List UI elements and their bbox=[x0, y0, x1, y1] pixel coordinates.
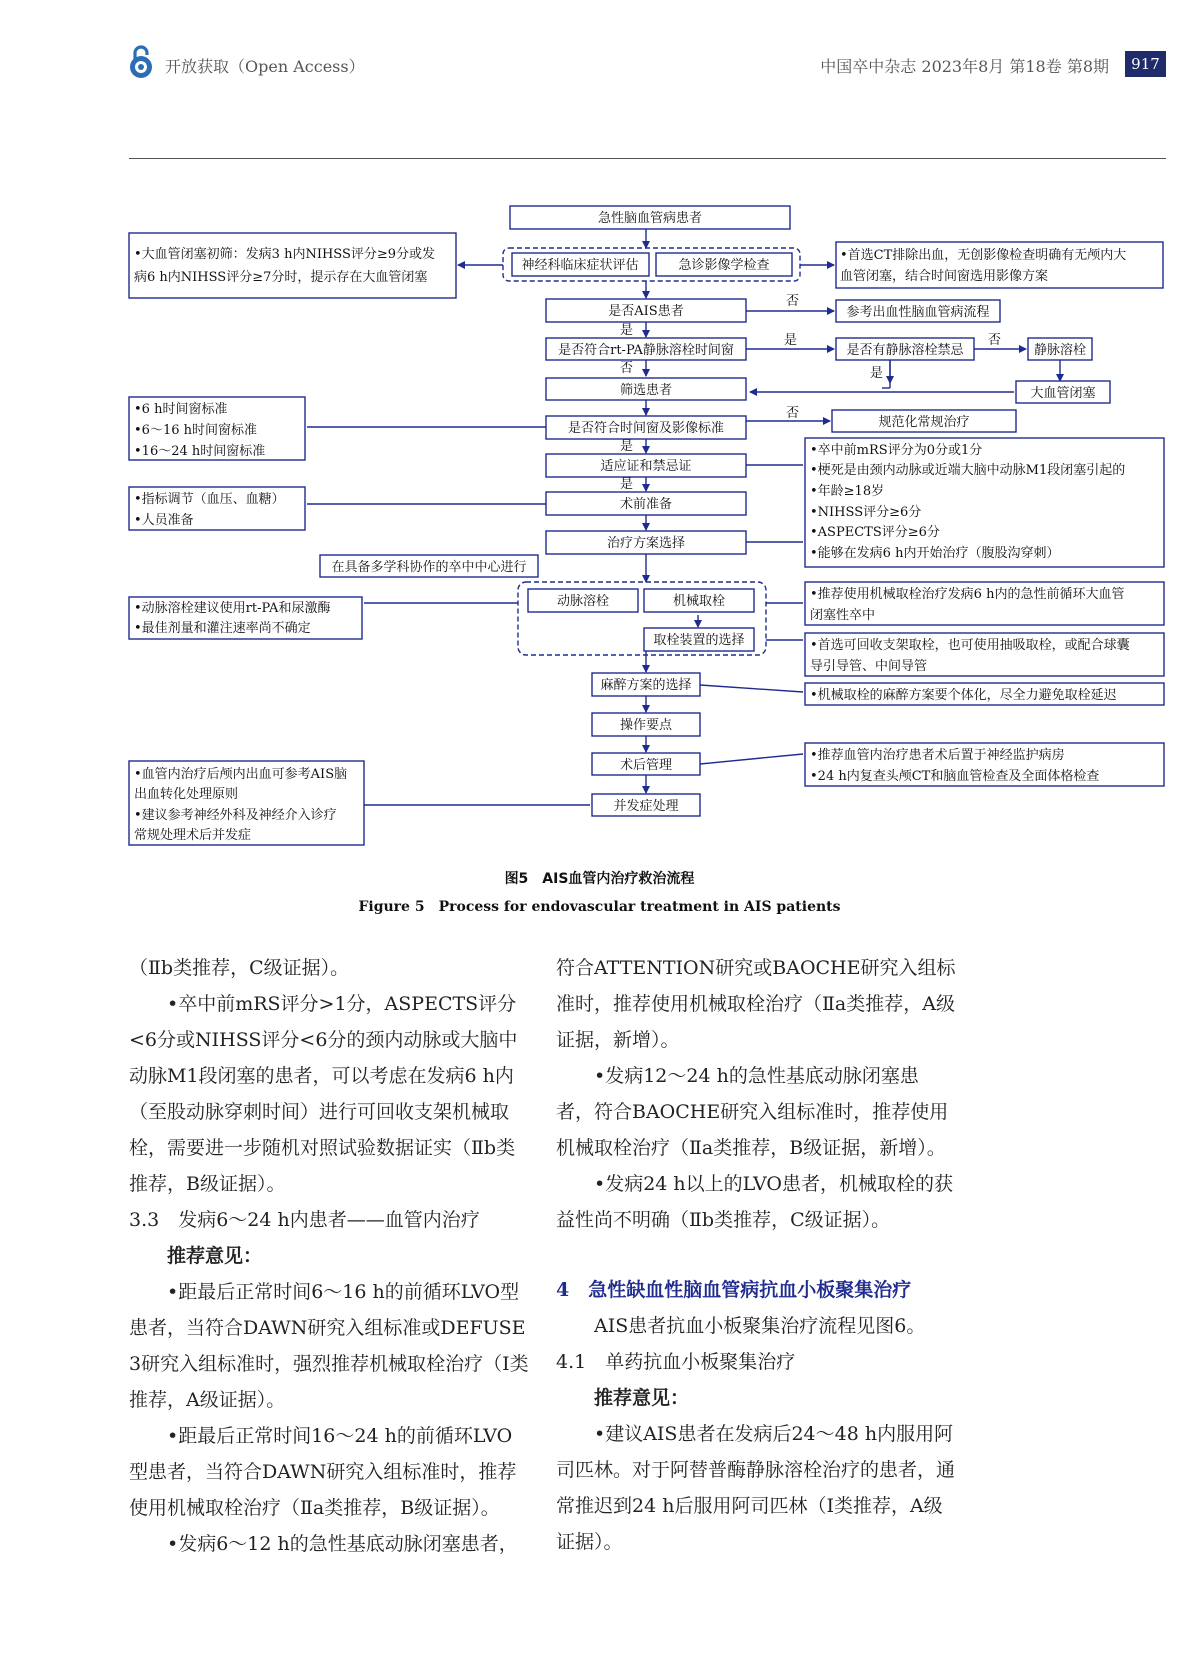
node-is-ais bbox=[546, 299, 746, 322]
svg-text:筛选患者: 筛选患者 bbox=[619, 383, 673, 398]
node-indications bbox=[546, 454, 746, 477]
journal-citation: 中国卒中杂志 2023年8月 第18卷 第8期 bbox=[820, 57, 1109, 76]
node-large-vessel-occlusion bbox=[1016, 381, 1110, 403]
node-postop bbox=[592, 753, 700, 775]
figure-caption-en: Figure 5 Process for endovascular treatment in AIS patients bbox=[358, 899, 841, 915]
paragraph: 3.3 发病6～24 h内患者——血管内治疗 bbox=[129, 1209, 480, 1231]
paragraph: •距最后正常时间6～16 h的前循环LVO型患者，当符合DAWN研究入组标准或DEFUSE 3研究入组标准时，强烈推荐机械取栓治疗（Ⅰ类推荐，A级证据）。 bbox=[129, 1281, 529, 1411]
svg-text:•指标调节（血压、血糖）: •指标调节（血压、血糖） bbox=[134, 492, 285, 507]
paragraph: （Ⅱb类推荐，C级证据）。 bbox=[129, 957, 350, 979]
node-device-choice bbox=[644, 628, 754, 651]
svg-text:出血转化处理原则: 出血转化处理原则 bbox=[134, 787, 239, 802]
svg-text:•首选可回收支架取栓，也可使用抽吸取栓，或配合球囊: •首选可回收支架取栓，也可使用抽吸取栓，或配合球囊 bbox=[810, 638, 1130, 653]
label-no: 否 bbox=[620, 361, 634, 376]
svg-text:•大血管闭塞初筛：发病3 h内NIHSS评分≥9分或发: •大血管闭塞初筛：发病3 h内NIHSS评分≥9分或发 bbox=[134, 247, 436, 262]
journal-access-label: 开放获取（Open Access） bbox=[165, 57, 365, 76]
node-screen-patients bbox=[546, 378, 746, 400]
note-postop bbox=[805, 743, 1164, 786]
svg-text:大血管闭塞: 大血管闭塞 bbox=[1030, 386, 1096, 401]
svg-text:•能够在发病6 h内开始治疗（腹股沟穿刺）: •能够在发病6 h内开始治疗（腹股沟穿刺） bbox=[810, 546, 1060, 561]
svg-text:•卒中前mRS评分为0分或1分: •卒中前mRS评分为0分或1分 bbox=[810, 443, 983, 458]
svg-text:规范化常规治疗: 规范化常规治疗 bbox=[878, 415, 970, 430]
svg-text:•ASPECTS评分≥6分: •ASPECTS评分≥6分 bbox=[810, 525, 940, 540]
svg-text:病6 h内NIHSS评分≥7分时，提示存在大血管闭塞: 病6 h内NIHSS评分≥7分时，提示存在大血管闭塞 bbox=[134, 270, 428, 285]
svg-text:是否符合时间窗及影像标准: 是否符合时间窗及影像标准 bbox=[567, 421, 725, 436]
note-lvo-screening bbox=[129, 233, 456, 298]
paragraph: •发病24 h以上的LVO患者，机械取栓的获益性尚不明确（Ⅱb类推荐，C级证据）。 bbox=[556, 1173, 953, 1231]
label-yes: 是 bbox=[620, 323, 634, 338]
node-treatment-choice bbox=[546, 531, 746, 554]
label-no: 否 bbox=[988, 333, 1002, 348]
svg-text:•动脉溶栓建议使用rt-PA和尿激酶: •动脉溶栓建议使用rt-PA和尿激酶 bbox=[134, 601, 331, 616]
paragraph: •发病6～12 h的急性基底动脉闭塞患者， bbox=[167, 1533, 518, 1555]
node-ais-patient-start bbox=[510, 206, 790, 229]
note-anesthesia bbox=[805, 683, 1164, 705]
svg-text:闭塞性卒中: 闭塞性卒中 bbox=[810, 608, 876, 623]
svg-text:是否AIS患者: 是否AIS患者 bbox=[608, 304, 684, 319]
subheading: 推荐意见： bbox=[167, 1245, 263, 1267]
node-iv-contraindication bbox=[836, 338, 974, 360]
svg-text:•血管内治疗后颅内出血可参考AIS脑: •血管内治疗后颅内出血可参考AIS脑 bbox=[134, 767, 348, 782]
paragraph: •发病12～24 h的急性基底动脉闭塞患者，符合BAOCHE研究入组标准时，推荐使用机械取栓治疗（Ⅱa类推荐，B级证据，新增）。 bbox=[556, 1065, 949, 1159]
svg-text:•16～24 h时间窗标准: •16～24 h时间窗标准 bbox=[134, 444, 266, 459]
body-column-right bbox=[556, 950, 956, 1560]
node-window-imaging-criteria bbox=[546, 416, 746, 439]
svg-text:是否有静脉溶栓禁忌: 是否有静脉溶栓禁忌 bbox=[846, 343, 964, 358]
node-complications bbox=[592, 794, 700, 816]
svg-text:神经科临床症状评估: 神经科临床症状评估 bbox=[521, 258, 639, 273]
note-device bbox=[805, 633, 1164, 676]
svg-text:麻醉方案的选择: 麻醉方案的选择 bbox=[600, 678, 692, 693]
svg-text:•推荐血管内治疗患者术后置于神经监护病房: •推荐血管内治疗患者术后置于神经监护病房 bbox=[810, 748, 1065, 763]
note-time-windows bbox=[129, 397, 305, 460]
svg-text:•建议参考神经外科及神经介入诊疗: •建议参考神经外科及神经介入诊疗 bbox=[134, 808, 337, 823]
label-yes: 是 bbox=[620, 477, 634, 492]
note-criteria bbox=[805, 438, 1164, 567]
paragraph: AIS患者抗血小板聚集治疗流程见图6。 bbox=[594, 1315, 926, 1337]
svg-text:•机械取栓的麻醉方案要个体化，尽全力避免取栓延迟: •机械取栓的麻醉方案要个体化，尽全力避免取栓延迟 bbox=[810, 688, 1117, 703]
svg-text:术前准备: 术前准备 bbox=[619, 497, 673, 512]
node-thrombectomy bbox=[644, 589, 754, 612]
node-preop bbox=[546, 492, 746, 515]
subheading: 推荐意见： bbox=[594, 1387, 690, 1409]
paragraph: •距最后正常时间16～24 h的前循环LVO型患者，当符合DAWN研究入组标准时，推荐使用机械取栓治疗（Ⅱa类推荐，B级证据）。 bbox=[129, 1425, 517, 1519]
node-standard-care bbox=[832, 410, 1016, 432]
note-ia-lysis bbox=[129, 597, 362, 639]
node-iv-window bbox=[546, 338, 746, 360]
svg-text:急诊影像学检查: 急诊影像学检查 bbox=[678, 258, 770, 273]
svg-text:•6 h时间窗标准: •6 h时间窗标准 bbox=[134, 402, 228, 417]
svg-text:静脉溶栓: 静脉溶栓 bbox=[1033, 343, 1087, 358]
svg-text:是否符合rt-PA静脉溶栓时间窗: 是否符合rt-PA静脉溶栓时间窗 bbox=[558, 343, 734, 358]
svg-text:•NIHSS评分≥6分: •NIHSS评分≥6分 bbox=[810, 505, 922, 520]
figure-caption-zh: 图5 AIS血管内治疗救治流程 bbox=[504, 871, 695, 887]
paragraph: •卒中前mRS评分>1分，ASPECTS评分<6分或NIHSS评分<6分的颈内动脉或大脑中动脉M1段闭塞的患者，可以考虑在发病6 h内（至股动脉穿刺时间）进行可回收支架机械取栓，需要进一步随机对照试验数据证实（Ⅱb类推荐，B级证据）。 bbox=[129, 993, 518, 1195]
label-no: 否 bbox=[786, 406, 800, 421]
node-ia-thrombolysis bbox=[528, 589, 638, 612]
note-thrombectomy-rec bbox=[805, 582, 1164, 625]
svg-text:操作要点: 操作要点 bbox=[619, 718, 673, 733]
label-no: 否 bbox=[786, 294, 800, 309]
svg-text:•最佳剂量和灌注速率尚不确定: •最佳剂量和灌注速率尚不确定 bbox=[134, 621, 311, 636]
note-complications bbox=[129, 761, 364, 845]
svg-text:常规处理术后并发症: 常规处理术后并发症 bbox=[134, 828, 252, 843]
paragraph: 4.1 单药抗血小板聚集治疗 bbox=[556, 1351, 796, 1373]
svg-text:适应证和禁忌证: 适应证和禁忌证 bbox=[600, 459, 692, 474]
node-iv-thrombolysis bbox=[1028, 338, 1092, 360]
note-preop bbox=[129, 487, 305, 530]
svg-text:•梗死是由颈内动脉或近端大脑中动脉M1段闭塞引起的: •梗死是由颈内动脉或近端大脑中动脉M1段闭塞引起的 bbox=[810, 463, 1126, 478]
svg-text:机械取栓: 机械取栓 bbox=[672, 594, 726, 609]
svg-text:导引导管、中间导管: 导引导管、中间导管 bbox=[810, 659, 928, 674]
svg-text:血管闭塞，结合时间窗选用影像方案: 血管闭塞，结合时间窗选用影像方案 bbox=[840, 269, 1049, 284]
paragraph: •建议AIS患者在发病后24～48 h内服用阿司匹林。对于阿替普酶静脉溶栓治疗的患者，通常推迟到24 h后服用阿司匹林（Ⅰ类推荐，A级证据）。 bbox=[556, 1423, 956, 1553]
svg-text:•24 h内复查头颅CT和脑血管检查及全面体格检查: •24 h内复查头颅CT和脑血管检查及全面体格检查 bbox=[810, 769, 1100, 784]
svg-text:急性脑血管病患者: 急性脑血管病患者 bbox=[597, 211, 703, 226]
label-yes: 是 bbox=[620, 439, 634, 454]
svg-text:•人员准备: •人员准备 bbox=[134, 513, 194, 528]
node-hemorrhagic-flow bbox=[836, 300, 1000, 322]
node-procedure-points bbox=[592, 713, 700, 736]
node-emergency-imaging bbox=[656, 253, 792, 276]
svg-text:•推荐使用机械取栓治疗发病6 h内的急性前循环大血管: •推荐使用机械取栓治疗发病6 h内的急性前循环大血管 bbox=[810, 587, 1125, 602]
note-ct-first bbox=[836, 242, 1163, 288]
label-yes: 是 bbox=[784, 333, 798, 348]
page-number: 917 bbox=[1125, 51, 1166, 77]
svg-text:•6～16 h时间窗标准: •6～16 h时间窗标准 bbox=[134, 423, 257, 438]
svg-text:取栓装置的选择: 取栓装置的选择 bbox=[653, 633, 745, 648]
paragraph: 符合ATTENTION研究或BAOCHE研究入组标准时，推荐使用机械取栓治疗（Ⅱa类推荐，A级证据，新增）。 bbox=[556, 957, 956, 1051]
svg-text:•首选CT排除出血，无创影像检查明确有无颅内大: •首选CT排除出血，无创影像检查明确有无颅内大 bbox=[840, 248, 1127, 263]
svg-text:动脉溶栓: 动脉溶栓 bbox=[556, 594, 610, 609]
svg-text:•年龄≥18岁: •年龄≥18岁 bbox=[810, 484, 885, 499]
section-heading: 4 急性缺血性脑血管病抗血小板聚集治疗 bbox=[556, 1279, 912, 1301]
node-clinical-assessment bbox=[512, 253, 649, 276]
svg-text:术后管理: 术后管理 bbox=[619, 758, 673, 773]
body-column-left bbox=[129, 950, 529, 1562]
svg-text:并发症处理: 并发症处理 bbox=[613, 799, 679, 814]
svg-text:参考出血性脑血管病流程: 参考出血性脑血管病流程 bbox=[846, 305, 990, 320]
svg-text:在具备多学科协作的卒中中心进行: 在具备多学科协作的卒中中心进行 bbox=[331, 560, 527, 575]
node-stroke-center bbox=[320, 555, 538, 577]
svg-text:治疗方案选择: 治疗方案选择 bbox=[606, 536, 686, 551]
node-anesthesia bbox=[592, 673, 700, 696]
label-yes: 是 bbox=[870, 366, 884, 381]
